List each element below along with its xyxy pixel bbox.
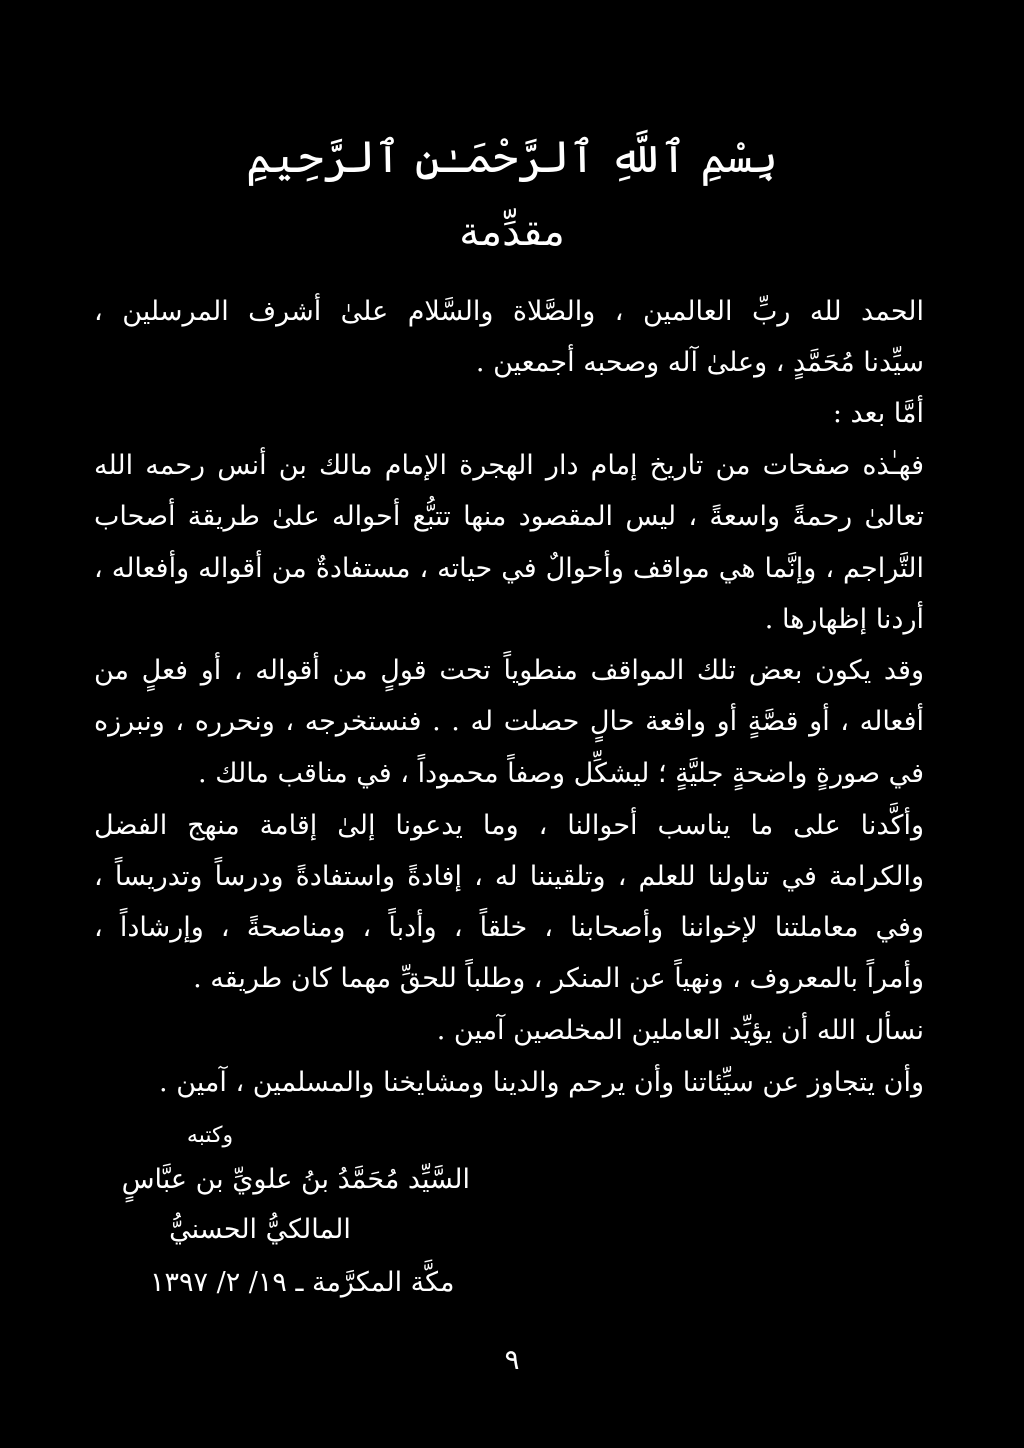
text-line: وفي معاملتنا لإخواننا وأصحابنا ، خلقاً ، وأدباً ، ومناصحةً ، وإرشاداً ، bbox=[94, 912, 924, 943]
text-line: أمَّا بعد : bbox=[832, 398, 924, 429]
text-line: أفعاله ، أو قصَّةٍ أو واقعة حالٍ حصلت له . . فنستخرجه ، ونحرره ، ونبرزه bbox=[94, 706, 924, 737]
signature-name-line1 bbox=[121, 1160, 470, 1200]
signature-lineage-text: المالكيُّ الحسنيُّ bbox=[169, 1214, 351, 1245]
signature-intro-text: وكتبه bbox=[186, 1123, 234, 1148]
text-line: وقد يكون بعض تلك المواقف منطوياً تحت قولٍ من أقواله ، أو فعلٍ من bbox=[94, 655, 924, 686]
text-line: وأن يتجاوز عن سيِّئاتنا وأن يرحم والدينا ومشايخنا والمسلمين ، آمين . bbox=[159, 1067, 924, 1098]
text-line: تعالىٰ رحمةً واسعةً ، ليس المقصود منها تتبُّع أحواله علىٰ طريقة أصحاب bbox=[94, 501, 924, 532]
page-number: ٩ bbox=[504, 1343, 520, 1376]
text-line: فهـٰذه صفحات من تاريخ إمام دار الهجرة الإمام مالك بن أنس رحمه الله bbox=[94, 450, 924, 481]
text-line: نسأل الله أن يؤيِّد العاملين المخلصين آمين . bbox=[436, 1015, 924, 1046]
text-line: والكرامة في تناولنا للعلم ، وتلقيننا له ، إفادةً واستفادةً ودرساً وتدريساً ، bbox=[94, 861, 924, 892]
signature-name-text: السَّيِّد مُحَمَّدُ بنُ علويِّ بن عبَّاسٍ bbox=[121, 1164, 470, 1195]
page-title: مقدِّمة bbox=[459, 209, 565, 255]
signature-intro bbox=[150, 1120, 470, 1152]
signature-date-text: مكَّة المكرَّمة ـ ١٩/ ٢/ ١٣٩٧ bbox=[150, 1267, 455, 1298]
text-line: سيِّدنا مُحَمَّدٍ ، وعلىٰ آله وصحبه أجمعين . bbox=[475, 347, 924, 378]
text-line: وأمراً بالمعروف ، ونهياً عن المنكر ، وطلباً للحقِّ مهما كان طريقه . bbox=[193, 963, 924, 994]
signature-date bbox=[150, 1263, 470, 1303]
basmala-heading: بِسْمِ ٱللَّهِ ٱلرَّحْمَـٰنِ ٱلرَّحِيمِ bbox=[246, 132, 778, 183]
text-line: في صورةٍ واضحةٍ جليَّةٍ ؛ ليشكِّل وصفاً محموداً ، في مناقب مالك . bbox=[198, 758, 924, 789]
text-line: التَّراجم ، وإنَّما هي مواقف وأحوالٌ في حياته ، مستفادةٌ من أقواله وأفعاله ، bbox=[94, 553, 924, 584]
signature-name-line2 bbox=[150, 1210, 470, 1250]
text-line: الحمد لله ربِّ العالمين ، والصَّلاة والسَّلام علىٰ أشرف المرسلين ، bbox=[94, 296, 924, 327]
text-line: وأكَّدنا على ما يناسب أحوالنا ، وما يدعونا إلىٰ إقامة منهج الفضل bbox=[94, 810, 924, 841]
text-line: أردنا إظهارها . bbox=[764, 604, 924, 635]
